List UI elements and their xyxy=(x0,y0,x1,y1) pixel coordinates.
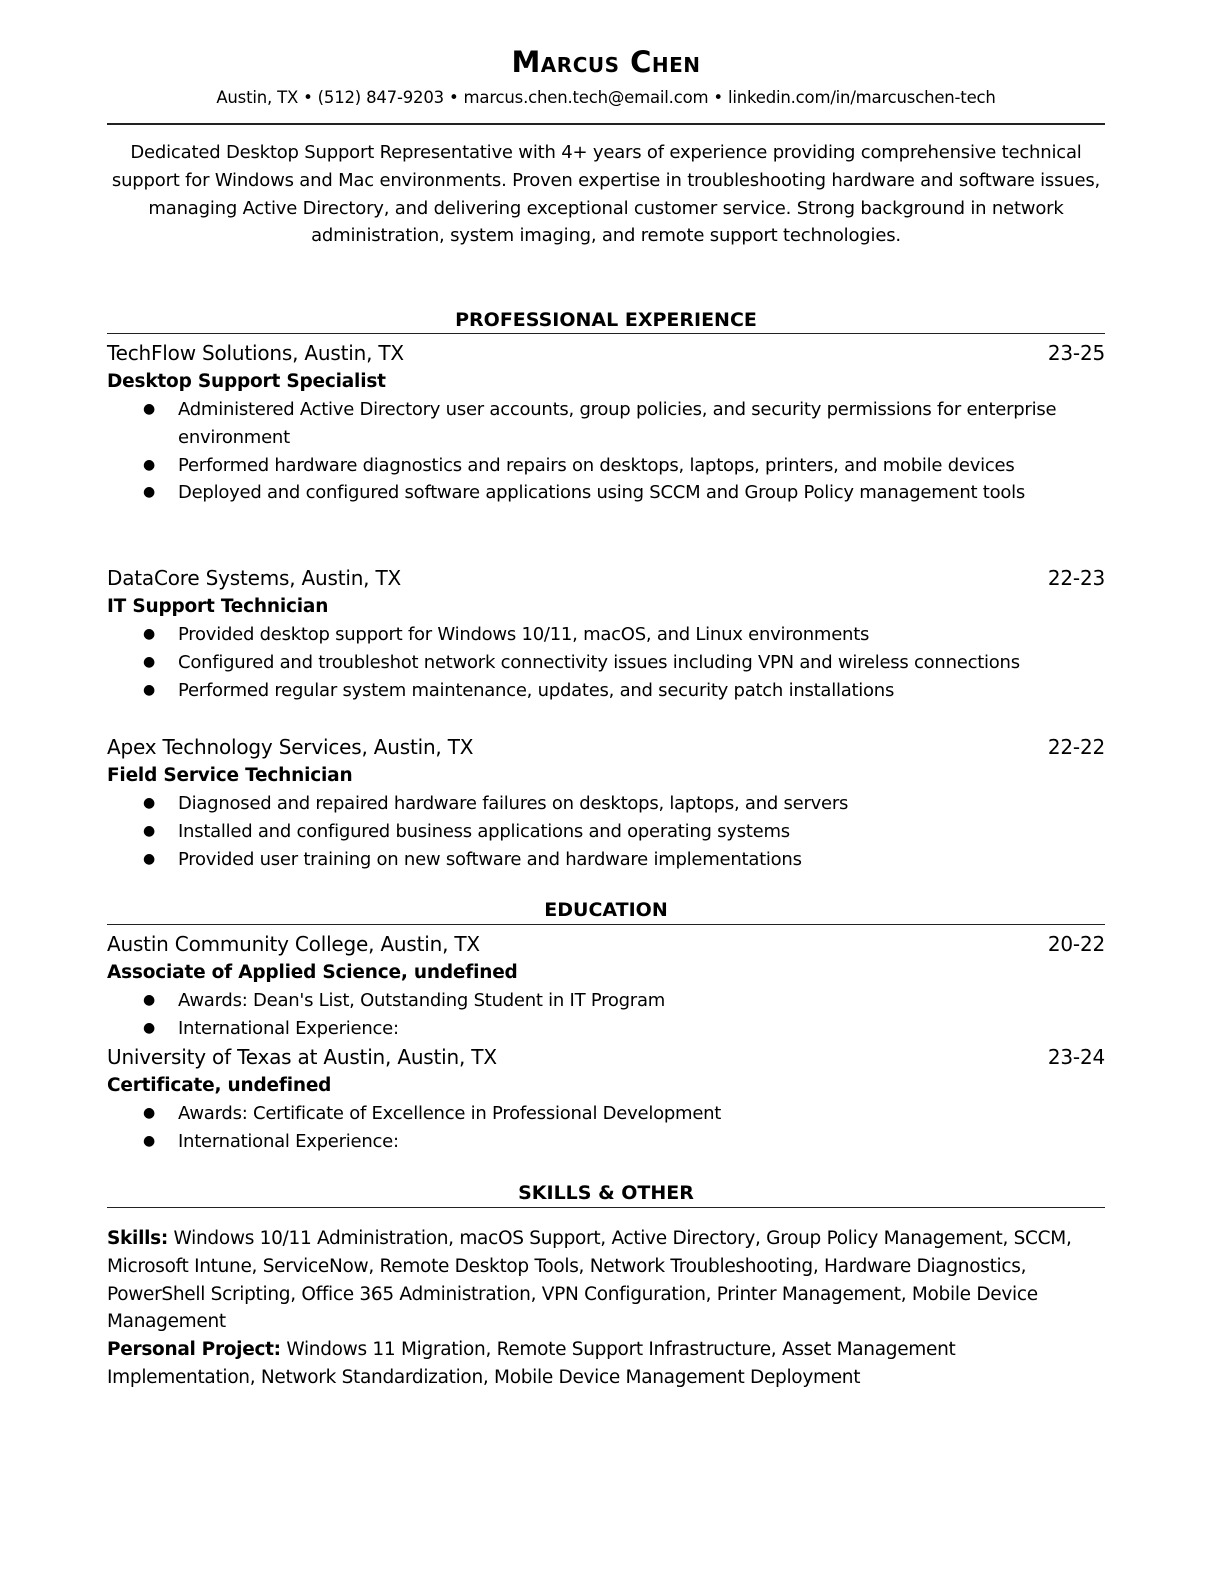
section-divider xyxy=(107,1207,1105,1208)
bullet-icon: ● xyxy=(143,653,155,670)
project-paragraph xyxy=(107,1336,1105,1392)
bullet-icon: ● xyxy=(143,681,155,698)
section-divider xyxy=(107,924,1105,925)
section-title-education: EDUCATION xyxy=(544,899,668,921)
bullet-icon: ● xyxy=(143,850,155,867)
date-range: 23-24 xyxy=(1047,1045,1105,1069)
list-item: ● Administered Active Directory user accounts, group policies, and security permissions for enterprise environment xyxy=(107,396,1105,452)
date-range: 22-23 xyxy=(1047,566,1105,590)
job-title: Field Service Technician xyxy=(107,765,353,786)
section-title-experience: PROFESSIONAL EXPERIENCE xyxy=(455,309,757,331)
bullet-icon: ● xyxy=(143,456,155,473)
project-label: Personal Project: xyxy=(107,1339,281,1360)
skills-label: Skills: xyxy=(107,1228,168,1249)
list-item: ● Configured and troubleshot network connectivity issues including VPN and wireless connections xyxy=(107,649,1105,677)
bullet-list xyxy=(107,790,1105,873)
list-item: ● Diagnosed and repaired hardware failures on desktops, laptops, and servers xyxy=(107,790,1105,818)
bullet-icon: ● xyxy=(143,1105,155,1121)
contact-line: Austin, TX • (512) 847-9203 • marcus.chen.tech@email.com • linkedin.com/in/marcuschen-tech xyxy=(216,88,996,107)
section-title-skills: SKILLS & OTHER xyxy=(518,1182,694,1204)
list-item: ● Provided desktop support for Windows 10/11, macOS, and Linux environments xyxy=(107,621,1105,649)
bullet-list xyxy=(107,396,1105,507)
list-item: ● International Experience: xyxy=(107,1015,1105,1043)
project-text: Windows 11 Migration, Remote Support Infrastructure, Asset Management Implementation, Network Standardization, Mobile Device Management Deployment xyxy=(107,1339,956,1388)
institution: University of Texas at Austin, Austin, TX xyxy=(107,1045,497,1069)
skills-text: Windows 10/11 Administration, macOS Support, Active Directory, Group Policy Management, SCCM, Microsoft Intune, ServiceNow, Remote Desktop Tools, Network Troubleshooting, Hardware Diagnostics, PowerShell Scripting, Office 365 Administration, VPN Configuration, Printer Management, Mobile Device Management xyxy=(107,1228,1072,1333)
bullet-icon: ● xyxy=(143,1019,155,1036)
date-range: 23-25 xyxy=(1047,341,1105,365)
bullet-icon: ● xyxy=(143,795,155,811)
list-item: ● Installed and configured business applications and operating systems xyxy=(107,818,1105,846)
list-item: ● Deployed and configured software applications using SCCM and Group Policy management tools xyxy=(107,479,1105,507)
bullet-icon: ● xyxy=(143,822,155,839)
employer: DataCore Systems, Austin, TX xyxy=(107,566,401,590)
bullet-icon: ● xyxy=(143,1132,155,1149)
bullet-icon: ● xyxy=(143,401,155,417)
bullet-icon: ● xyxy=(143,626,155,642)
candidate-name: Marcus Chen xyxy=(511,45,701,79)
summary: Dedicated Desktop Support Representative with 4+ years of experience providing comprehensive technical support for Windows and Mac environments. Proven expertise in troubleshooting hardware and software issues, managing Active Directory, and delivering exceptional customer service. Strong background in network administration, system imaging, and remote support technologies. xyxy=(111,142,1101,247)
job-title: IT Support Technician xyxy=(107,596,329,617)
list-item: ● Awards: Certificate of Excellence in Professional Development xyxy=(107,1100,1105,1128)
list-item: ● International Experience: xyxy=(107,1128,1105,1156)
institution: Austin Community College, Austin, TX xyxy=(107,932,480,956)
header-divider xyxy=(107,123,1105,125)
skills-paragraph xyxy=(107,1225,1105,1336)
degree: Associate of Applied Science, undefined xyxy=(107,962,518,983)
bullet-icon: ● xyxy=(143,484,155,501)
date-range: 22-22 xyxy=(1047,735,1105,759)
list-item: ● Performed hardware diagnostics and repairs on desktops, laptops, printers, and mobile devices xyxy=(107,452,1105,480)
job-title: Desktop Support Specialist xyxy=(107,371,386,392)
bullet-list xyxy=(107,987,1105,1043)
bullet-list xyxy=(107,1100,1105,1156)
date-range: 20-22 xyxy=(1047,932,1105,956)
employer: Apex Technology Services, Austin, TX xyxy=(107,735,474,759)
bullet-icon: ● xyxy=(143,992,155,1008)
list-item: ● Performed regular system maintenance, updates, and security patch installations xyxy=(107,677,1105,705)
employer: TechFlow Solutions, Austin, TX xyxy=(107,341,404,365)
list-item: ● Provided user training on new software and hardware implementations xyxy=(107,846,1105,874)
list-item: ● Awards: Dean's List, Outstanding Student in IT Program xyxy=(107,987,1105,1015)
bullet-list xyxy=(107,621,1105,704)
degree: Certificate, undefined xyxy=(107,1075,332,1096)
section-divider xyxy=(107,333,1105,334)
